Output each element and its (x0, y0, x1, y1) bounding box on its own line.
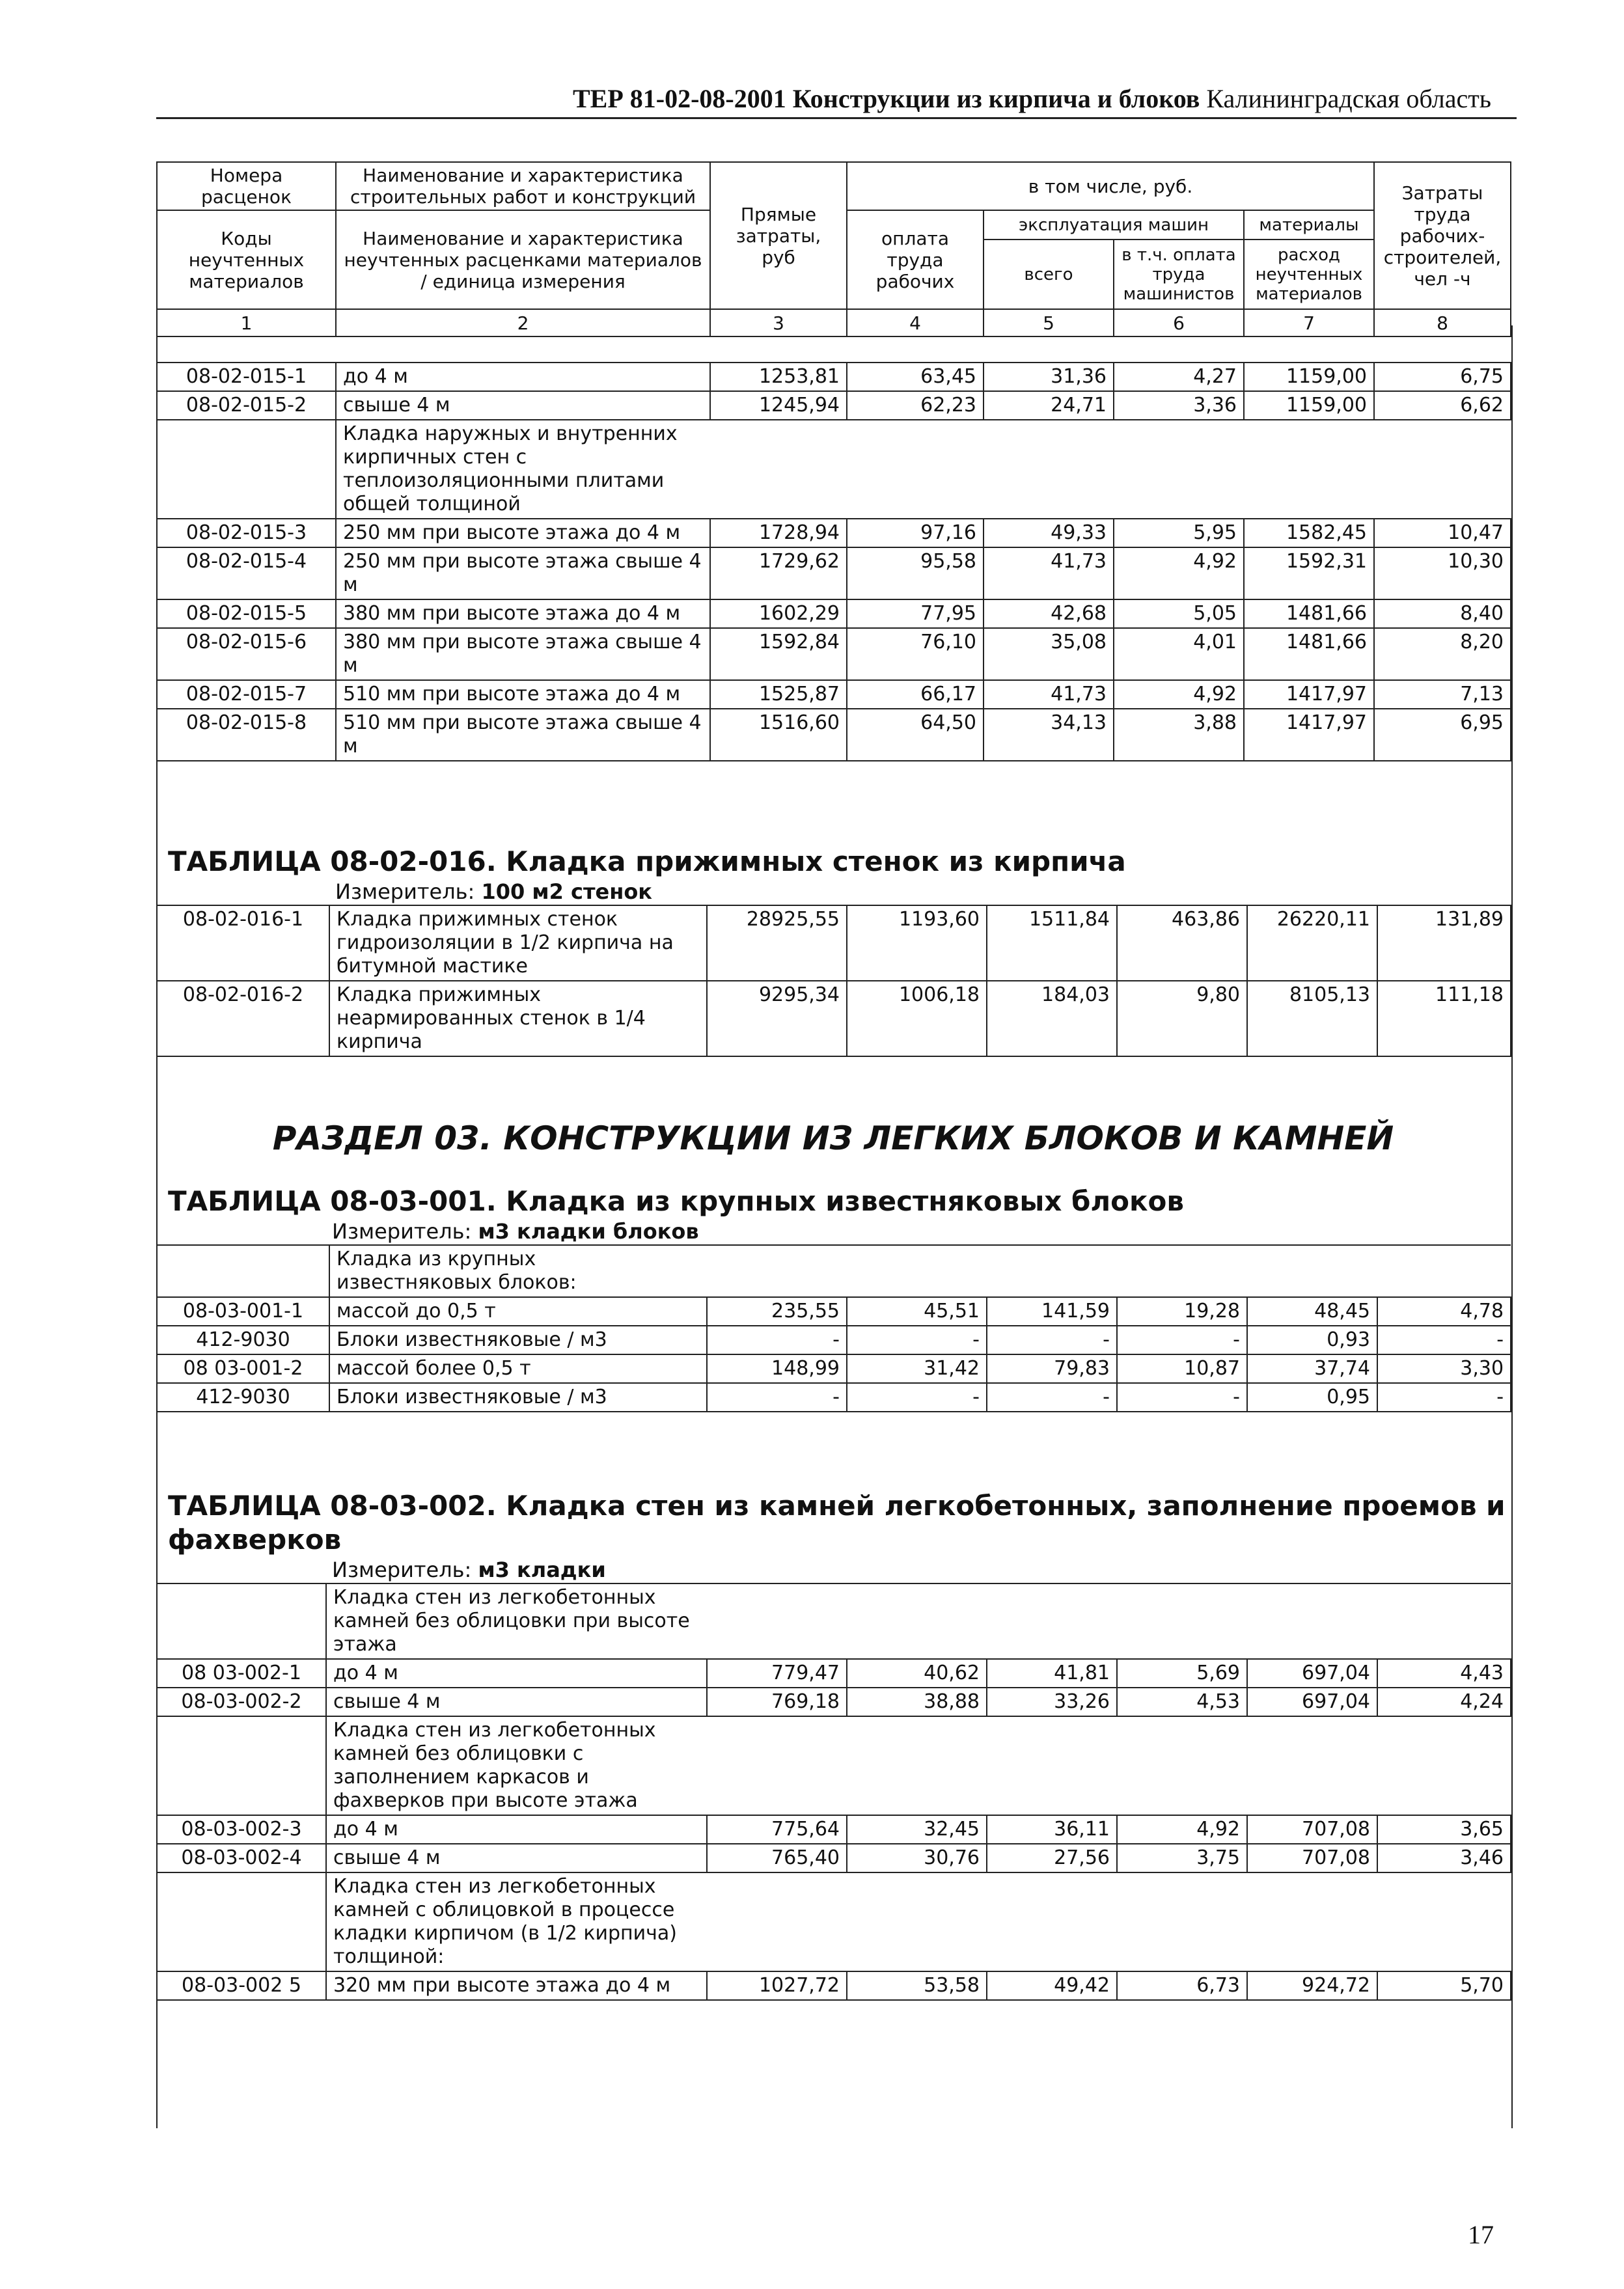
col-number: 4 (847, 309, 984, 336)
machine-total: 1511,84 (987, 905, 1117, 981)
table-row (157, 1297, 1511, 1326)
machine-total: 24,71 (984, 391, 1114, 420)
labor-pay: 95,58 (847, 547, 984, 599)
machinist-pay: 3,88 (1114, 709, 1244, 761)
machinist-pay: 9,80 (1117, 981, 1247, 1056)
machinist-pay: 3,75 (1117, 1844, 1247, 1872)
col-materialy-group (1244, 210, 1374, 309)
direct-cost: 148,99 (707, 1354, 847, 1383)
materials: 8105,13 (1247, 981, 1377, 1056)
direct-cost: 1027,72 (707, 1971, 847, 2000)
materials: 1481,66 (1244, 628, 1374, 680)
labor-pay: 63,45 (847, 363, 984, 391)
machine-total: - (987, 1383, 1117, 1412)
group-caption: Кладка стен из легкобетонных камней с облицовкой в процессе кладки кирпичом (в 1/2 кирпича) толщиной: (326, 1872, 1511, 1971)
machine-total: 42,68 (984, 599, 1114, 628)
col-naimenovanie2: Наименование и характеристика неучтенных расценками материалов / единица измерения (336, 210, 710, 309)
machine-total: - (987, 1326, 1117, 1354)
col-v-tom-chisle: в том числе, руб. (847, 162, 1374, 210)
direct-cost: 765,40 (707, 1844, 847, 1872)
machinist-pay: 3,36 (1114, 391, 1244, 420)
labor-hours: 131,89 (1377, 905, 1511, 981)
direct-cost: 1592,84 (710, 628, 847, 680)
col-number: 3 (710, 309, 847, 336)
labor-hours: 3,46 (1377, 1844, 1511, 1872)
rate-code: 08 03-002-1 (157, 1659, 326, 1688)
work-name: массой более 0,5 т (329, 1354, 707, 1383)
running-header (573, 83, 1517, 114)
rate-code: 08-03-002-4 (157, 1844, 326, 1872)
rate-code: 08-03-002-3 (157, 1815, 326, 1844)
materials: 697,04 (1247, 1659, 1377, 1688)
labor-hours: 3,30 (1377, 1354, 1511, 1383)
col-oplata: оплата труда рабочих (847, 210, 984, 309)
table-row (157, 680, 1511, 709)
labor-pay: 1193,60 (847, 905, 987, 981)
machine-total: 35,08 (984, 628, 1114, 680)
labor-pay: 30,76 (847, 1844, 987, 1872)
machinist-pay: 4,53 (1117, 1688, 1247, 1716)
materials: 1481,66 (1244, 599, 1374, 628)
labor-pay: 76,10 (847, 628, 984, 680)
machinist-pay: 19,28 (1117, 1297, 1247, 1326)
machine-total: 41,81 (987, 1659, 1117, 1688)
rate-code: 08 03-001-2 (157, 1354, 329, 1383)
materials: 707,08 (1247, 1844, 1377, 1872)
rate-code: 08-02-015-3 (157, 519, 336, 547)
labor-pay: 64,50 (847, 709, 984, 761)
work-name: массой до 0,5 т (329, 1297, 707, 1326)
col-number: 7 (1244, 309, 1374, 336)
col-vsego: всего (984, 240, 1114, 308)
col-ekspl: эксплуатация машин (984, 211, 1243, 240)
table-row (157, 547, 1511, 599)
labor-hours: 4,78 (1377, 1297, 1511, 1326)
labor-hours: 4,43 (1377, 1659, 1511, 1688)
col-number: 1 (157, 309, 336, 336)
measure-line: Измеритель: 100 м2 стенок (335, 879, 653, 904)
section-title: РАЗДЕЛ 03. КОНСТРУКЦИИ ИЗ ЛЕГКИХ БЛОКОВ И КАМНЕЙ (272, 1119, 1394, 1157)
direct-cost: - (707, 1326, 847, 1354)
work-name: 320 мм при высоте этажа до 4 м (326, 1971, 707, 2000)
rate-code: 08-02-015-6 (157, 628, 336, 680)
machinist-pay: 10,87 (1117, 1354, 1247, 1383)
labor-pay: 45,51 (847, 1297, 987, 1326)
materials: 1592,31 (1244, 547, 1374, 599)
rate-code: 08-02-015-5 (157, 599, 336, 628)
materials: 0,95 (1247, 1383, 1377, 1412)
col-pryamye: Прямые затраты, руб (710, 162, 847, 309)
header-rule (156, 117, 1517, 119)
materials: 1582,45 (1244, 519, 1374, 547)
rates-table (156, 1583, 1511, 2001)
table-row (157, 599, 1511, 628)
work-name: 380 мм при высоте этажа до 4 м (336, 599, 710, 628)
labor-pay: 40,62 (847, 1659, 987, 1688)
machine-total: 184,03 (987, 981, 1117, 1056)
table-row (157, 1815, 1511, 1844)
table-row (157, 1326, 1511, 1354)
table-title: ТАБЛИЦА 08-02-016. Кладка прижимных стенок из кирпича (168, 845, 1126, 877)
measure-line: Измеритель: м3 кладки блоков (332, 1219, 699, 1244)
machinist-pay: 4,92 (1114, 547, 1244, 599)
labor-hours: - (1377, 1326, 1511, 1354)
region: Калининградская область (1206, 84, 1491, 113)
work-name: 510 мм при высоте этажа свыше 4 м (336, 709, 710, 761)
labor-hours: - (1377, 1383, 1511, 1412)
machine-total: 33,26 (987, 1688, 1117, 1716)
materials: 48,45 (1247, 1297, 1377, 1326)
direct-cost: 779,47 (707, 1659, 847, 1688)
rates-table (156, 1244, 1511, 1412)
table-08-03-002 (156, 1489, 1510, 2001)
table-08-02-016 (156, 845, 1510, 1057)
col-number: 5 (984, 309, 1114, 336)
machine-total: 31,36 (984, 363, 1114, 391)
labor-pay: - (847, 1383, 987, 1412)
labor-pay: 38,88 (847, 1688, 987, 1716)
work-name: свыше 4 м (326, 1688, 707, 1716)
rate-code: 08-02-016-2 (157, 981, 329, 1056)
materials: 697,04 (1247, 1688, 1377, 1716)
machinist-pay: 4,27 (1114, 363, 1244, 391)
table-row (157, 1354, 1511, 1383)
direct-cost: 1516,60 (710, 709, 847, 761)
group-caption: Кладка из крупных известняковых блоков: (329, 1245, 1511, 1297)
direct-cost: 1253,81 (710, 363, 847, 391)
labor-hours: 6,75 (1374, 363, 1511, 391)
materials: 707,08 (1247, 1815, 1377, 1844)
labor-hours: 3,65 (1377, 1815, 1511, 1844)
table-row (157, 628, 1511, 680)
labor-hours: 10,30 (1374, 547, 1511, 599)
work-name: свыше 4 м (326, 1844, 707, 1872)
materials: 26220,11 (1247, 905, 1377, 981)
machine-total: 79,83 (987, 1354, 1117, 1383)
table-row (157, 363, 1511, 391)
machine-total: 34,13 (984, 709, 1114, 761)
direct-cost: 235,55 (707, 1297, 847, 1326)
work-name: до 4 м (326, 1659, 707, 1688)
table-row (157, 519, 1511, 547)
table-row (157, 1844, 1511, 1872)
machine-total: 41,73 (984, 547, 1114, 599)
table-row (157, 1688, 1511, 1716)
machinist-pay: 4,01 (1114, 628, 1244, 680)
labor-hours: 10,47 (1374, 519, 1511, 547)
materials: 1417,97 (1244, 680, 1374, 709)
labor-pay: 1006,18 (847, 981, 987, 1056)
machinist-pay: 5,69 (1117, 1659, 1247, 1688)
work-name: Кладка прижимных стенок гидроизоляции в 1/2 кирпича на битумной мастике (329, 905, 707, 981)
rate-code: 08-02-015-8 (157, 709, 336, 761)
direct-cost: 1602,29 (710, 599, 847, 628)
labor-pay: 66,17 (847, 680, 984, 709)
machine-total: 27,56 (987, 1844, 1117, 1872)
table-title: ТАБЛИЦА 08-03-001. Кладка из крупных известняковых блоков (168, 1185, 1184, 1217)
labor-pay: - (847, 1326, 987, 1354)
work-name: 380 мм при высоте этажа свыше 4 м (336, 628, 710, 680)
work-name: 510 мм при высоте этажа до 4 м (336, 680, 710, 709)
materials: 37,74 (1247, 1354, 1377, 1383)
group-caption: Кладка стен из легкобетонных камней без облицовки с заполнением каркасов и фахверков при высоте этажа (326, 1716, 1511, 1815)
rate-code: 08-03-001-1 (157, 1297, 329, 1326)
machinist-pay: 5,95 (1114, 519, 1244, 547)
table-row (157, 391, 1511, 420)
col-rashod: расход неучтенных материалов (1255, 245, 1363, 304)
labor-hours: 5,70 (1377, 1971, 1511, 2000)
direct-cost: 1729,62 (710, 547, 847, 599)
direct-cost: 769,18 (707, 1688, 847, 1716)
table-row (157, 981, 1511, 1056)
labor-hours: 111,18 (1377, 981, 1511, 1056)
machine-total: 36,11 (987, 1815, 1117, 1844)
group-caption: Кладка стен из легкобетонных камней без облицовки при высоте этажа (326, 1583, 1511, 1659)
direct-cost: 775,64 (707, 1815, 847, 1844)
col-vtch: в т.ч. оплата труда машинистов (1122, 245, 1236, 304)
rate-code: 08-03-002-2 (157, 1688, 326, 1716)
column-header-table (156, 161, 1511, 337)
machinist-pay: 4,92 (1114, 680, 1244, 709)
page-number: 17 (1468, 2220, 1494, 2249)
col-number: 8 (1374, 309, 1511, 336)
rate-code: 412-9030 (157, 1326, 329, 1354)
labor-pay: 97,16 (847, 519, 984, 547)
group-caption: Кладка наружных и внутренних кирпичных стен с теплоизоляционными плитами общей толщиной (336, 420, 1511, 519)
rate-code: 08-02-015-4 (157, 547, 336, 599)
table-row (157, 905, 1511, 981)
rates-table (156, 362, 1511, 761)
direct-cost: 1525,87 (710, 680, 847, 709)
block-08-02-015 (156, 362, 1510, 761)
machinist-pay: 6,73 (1117, 1971, 1247, 2000)
direct-cost: 1728,94 (710, 519, 847, 547)
materials: 1159,00 (1244, 363, 1374, 391)
rate-code: 08-02-016-1 (157, 905, 329, 981)
col-number: 2 (336, 309, 710, 336)
direct-cost: - (707, 1383, 847, 1412)
materials: 1417,97 (1244, 709, 1374, 761)
work-name: до 4 м (326, 1815, 707, 1844)
work-name: 250 мм при высоте этажа свыше 4 м (336, 547, 710, 599)
col-nomera: Номера расценок (157, 162, 336, 210)
rates-table (156, 905, 1511, 1057)
direct-cost: 1245,94 (710, 391, 847, 420)
labor-pay: 53,58 (847, 1971, 987, 2000)
col-ekspl-group (984, 210, 1244, 309)
col-number: 6 (1114, 309, 1244, 336)
col-naimenovanie: Наименование и характеристика строительных работ и конструкций (336, 162, 710, 210)
machine-total: 49,42 (987, 1971, 1117, 2000)
col-materialy: материалы (1245, 211, 1373, 240)
table-title: ТАБЛИЦА 08-03-002. Кладка стен из камней легкобетонных, заполнение проемов и фахверков (168, 1490, 1506, 1556)
table-row (157, 1659, 1511, 1688)
col-kody: Коды неучтенных материалов (157, 210, 336, 309)
rate-code: 08-03-002 5 (157, 1971, 326, 2000)
table-row (157, 709, 1511, 761)
direct-cost: 9295,34 (707, 981, 847, 1056)
measure-line: Измеритель: м3 кладки (332, 1557, 606, 1582)
col-zatraty: Затраты труда рабочих-строителей, чел -ч (1374, 162, 1511, 309)
labor-pay: 77,95 (847, 599, 984, 628)
labor-pay: 62,23 (847, 391, 984, 420)
rate-code: 412-9030 (157, 1383, 329, 1412)
machinist-pay: 4,92 (1117, 1815, 1247, 1844)
labor-hours: 7,13 (1374, 680, 1511, 709)
rate-code: 08-02-015-1 (157, 363, 336, 391)
labor-pay: 31,42 (847, 1354, 987, 1383)
table-08-03-001 (156, 1185, 1510, 1412)
materials: 0,93 (1247, 1326, 1377, 1354)
machine-total: 49,33 (984, 519, 1114, 547)
work-name: Блоки известняковые / м3 (329, 1326, 707, 1354)
rate-code: 08-02-015-2 (157, 391, 336, 420)
labor-hours: 4,24 (1377, 1688, 1511, 1716)
labor-hours: 8,20 (1374, 628, 1511, 680)
machine-total: 141,59 (987, 1297, 1117, 1326)
direct-cost: 28925,55 (707, 905, 847, 981)
machine-total: 41,73 (984, 680, 1114, 709)
machinist-pay: 5,05 (1114, 599, 1244, 628)
labor-hours: 8,40 (1374, 599, 1511, 628)
labor-pay: 32,45 (847, 1815, 987, 1844)
work-name: Блоки известняковые / м3 (329, 1383, 707, 1412)
doc-code: ТЕР 81-02-08-2001 Конструкции из кирпича и блоков (573, 84, 1200, 113)
table-row (157, 1383, 1511, 1412)
work-name: свыше 4 м (336, 391, 710, 420)
labor-hours: 6,95 (1374, 709, 1511, 761)
labor-hours: 6,62 (1374, 391, 1511, 420)
machinist-pay: - (1117, 1383, 1247, 1412)
work-name: 250 мм при высоте этажа до 4 м (336, 519, 710, 547)
table-row (157, 1971, 1511, 2000)
materials: 924,72 (1247, 1971, 1377, 2000)
work-name: Кладка прижимных неармированных стенок в 1/4 кирпича (329, 981, 707, 1056)
machinist-pay: - (1117, 1326, 1247, 1354)
machinist-pay: 463,86 (1117, 905, 1247, 981)
work-name: до 4 м (336, 363, 710, 391)
materials: 1159,00 (1244, 391, 1374, 420)
rate-code: 08-02-015-7 (157, 680, 336, 709)
